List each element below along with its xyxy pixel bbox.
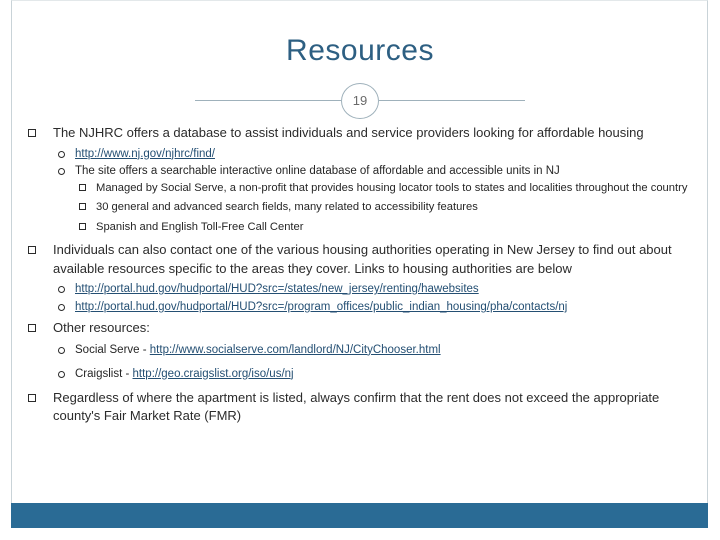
slide-title: Resources xyxy=(286,34,434,67)
bullet-fmr-reminder xyxy=(27,389,697,426)
circle-bullet-icon xyxy=(58,286,65,293)
sub-bullet-database-desc xyxy=(27,163,697,180)
bullet-text: The NJHRC offers a database to assist individuals and service providers looking for affordable housing xyxy=(53,125,644,140)
sub-bullet-text: The site offers a searchable interactive online database of affordable and accessible units in NJ xyxy=(75,164,560,177)
circle-bullet-icon xyxy=(58,371,65,378)
title-rule-left xyxy=(195,100,341,101)
sub-bullet-njhrc-link xyxy=(27,146,697,163)
page-number-badge: 19 xyxy=(341,83,379,119)
bullet-njhrc xyxy=(27,124,697,143)
bullet-text: Other resources: xyxy=(53,320,150,335)
bullet-text: Individuals can also contact one of the various housing authorities operating in New Jersey to find out about available resources specific to the areas they cover. Links to housing authorities are below xyxy=(53,242,672,276)
circle-bullet-icon xyxy=(58,151,65,158)
craigslist-link[interactable]: http://geo.craigslist.org/iso/us/nj xyxy=(132,367,294,380)
resource-prefix: Craigslist - xyxy=(75,367,133,380)
square-bullet-icon xyxy=(28,324,36,332)
sub-sub-bullet-text: Managed by Social Serve, a non-profit that provides housing locator tools to states and localities throughout the country xyxy=(96,181,688,194)
square-bullet-icon xyxy=(28,246,36,254)
square-bullet-icon xyxy=(79,203,86,210)
circle-bullet-icon xyxy=(58,168,65,175)
square-bullet-icon xyxy=(28,394,36,402)
title-rule-right xyxy=(379,100,525,101)
hud-ha-websites-link[interactable]: http://portal.hud.gov/hudportal/HUD?src=/states/new_jersey/renting/hawebsites xyxy=(75,283,479,295)
resource-prefix: Social Serve - xyxy=(75,343,150,356)
sub-bullet-social-serve xyxy=(27,342,697,359)
sub-bullet-hud-link-1 xyxy=(27,281,697,298)
square-bullet-icon xyxy=(79,223,86,230)
sub-sub-bullet-text: 30 general and advanced search fields, many related to accessibility features xyxy=(96,201,478,213)
sub-sub-bullet-text: Spanish and English Toll-Free Call Center xyxy=(96,220,304,233)
footer-bar xyxy=(11,503,708,528)
sub-sub-bullet-social-serve xyxy=(27,180,697,197)
bullet-other-resources xyxy=(27,319,697,338)
sub-bullet-hud-link-2 xyxy=(27,299,697,316)
sub-bullet-craigslist xyxy=(27,366,697,383)
socialserve-link[interactable]: http://www.socialserve.com/landlord/NJ/CityChooser.html xyxy=(149,343,441,356)
square-bullet-icon xyxy=(79,184,86,191)
bullet-text: Regardless of where the apartment is listed, always confirm that the rent does not exceed the appropriate county's Fair Market Rate (FMR) xyxy=(53,389,660,423)
square-bullet-icon xyxy=(28,129,36,137)
slide-content xyxy=(27,124,697,426)
hud-pha-contacts-link[interactable]: http://portal.hud.gov/hudportal/HUD?src=/program_offices/public_indian_housing/pha/contacts/nj xyxy=(75,301,568,313)
bullet-housing-authorities xyxy=(27,241,697,278)
njhrc-find-link[interactable]: http://www.nj.gov/njhrc/find/ xyxy=(75,147,215,160)
circle-bullet-icon xyxy=(58,347,65,354)
sub-sub-bullet-search-fields xyxy=(27,199,697,216)
circle-bullet-icon xyxy=(58,304,65,311)
sub-sub-bullet-call-center xyxy=(27,219,697,236)
